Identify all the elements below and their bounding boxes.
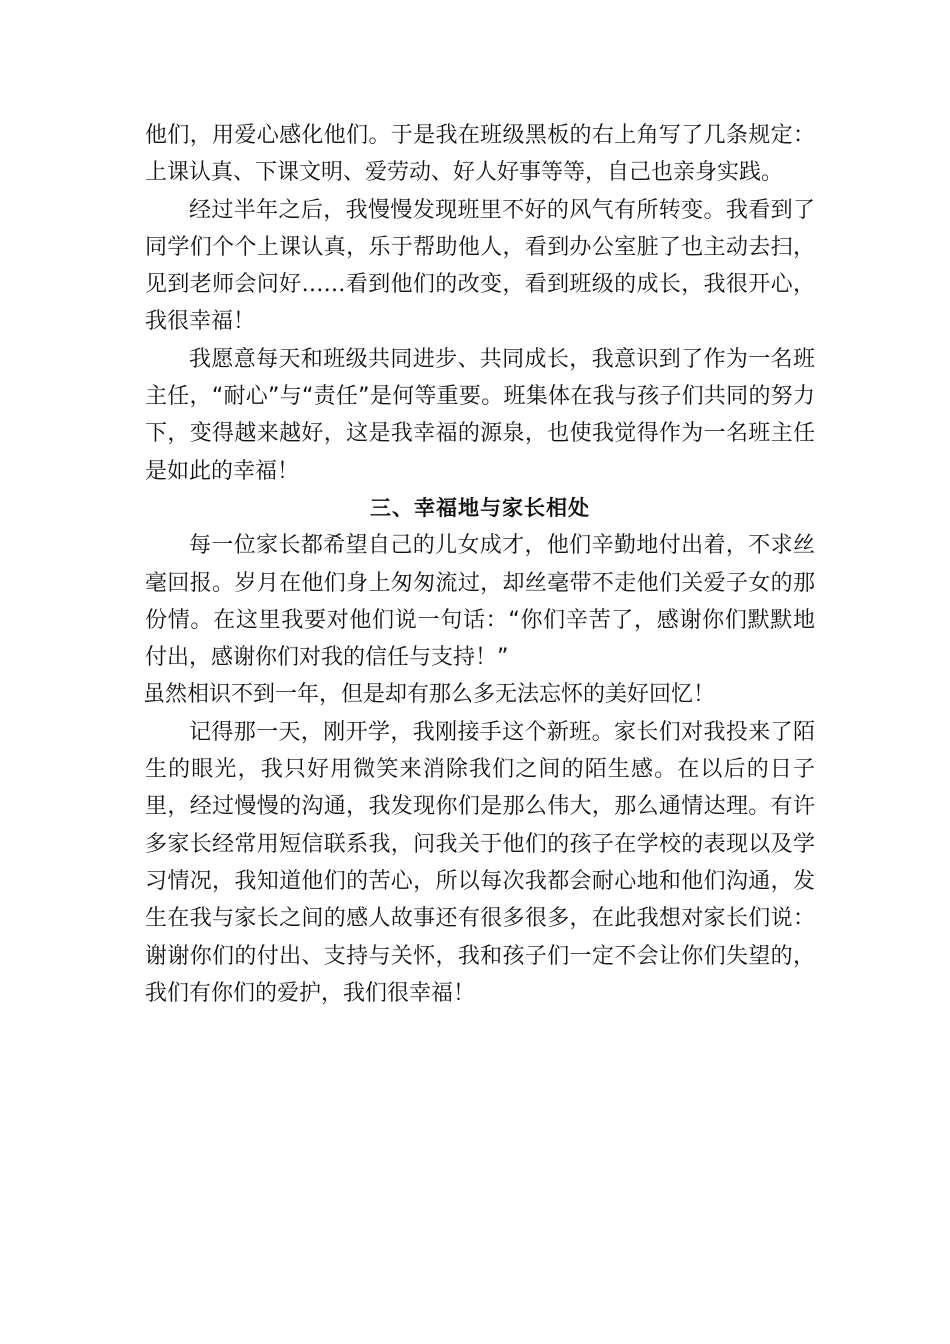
- body-paragraph-first-day: 记得那一天，刚开学，我刚接手这个新班。家长们对我投来了陌生的眼光，我只好用微笑来消除我们之间的陌生感。在以后的日子里，经过慢慢的沟通，我发现你们是那么伟大，那么通情达理。有许多家长经常用短信联系我，问我关于他们的孩子在学校的表现以及学习情况，我知道他们的苦心，所以每次我都会耐心地和他们沟通，发生在我与家长之间的感人故事还有很多很多，在此我想对家长们说：谢谢你们的付出、支持与关怀，我和孩子们一定不会让你们失望的，我们有你们的爱护，我们很幸福！: [145, 719, 815, 1006]
- section-heading: 三、幸福地与家长相处: [370, 495, 590, 520]
- body-paragraph-class-change: 经过半年之后，我慢慢发现班里不好的风气有所转变。我看到了同学们个个上课认真，乐于帮助他人，看到办公室脏了也主动去扫，见到老师会问好……看到他们的改变，看到班级的成长，我很开心，我很幸福！: [145, 197, 815, 335]
- body-paragraph-parents: 每一位家长都希望自己的儿女成才，他们辛勤地付出着，不求丝毫回报。岁月在他们身上匆匆流过，却丝毫带不走他们关爱子女的那份情。在这里我要对他们说一句话：“你们辛苦了，感谢你们默默地付出，感谢你们对我的信任与支持！”: [145, 533, 815, 671]
- body-paragraph-memories: 虽然相识不到一年，但是却有那么多无法忘怀的美好回忆！: [143, 682, 716, 708]
- document-body: [145, 117, 815, 1012]
- body-paragraph-growth: 我愿意每天和班级共同进步、共同成长，我意识到了作为一名班主任，“耐心”与“责任”是何等重要。班集体在我与孩子们共同的努力下，变得越来越好，这是我幸福的源泉，也使我觉得作为一名班主任是如此的幸福！: [145, 346, 815, 484]
- body-paragraph-continued: 他们，用爱心感化他们。于是我在班级黑板的右上角写了几条规定：上课认真、下课文明、爱劳动、好人好事等等，自己也亲身实践。: [145, 123, 815, 186]
